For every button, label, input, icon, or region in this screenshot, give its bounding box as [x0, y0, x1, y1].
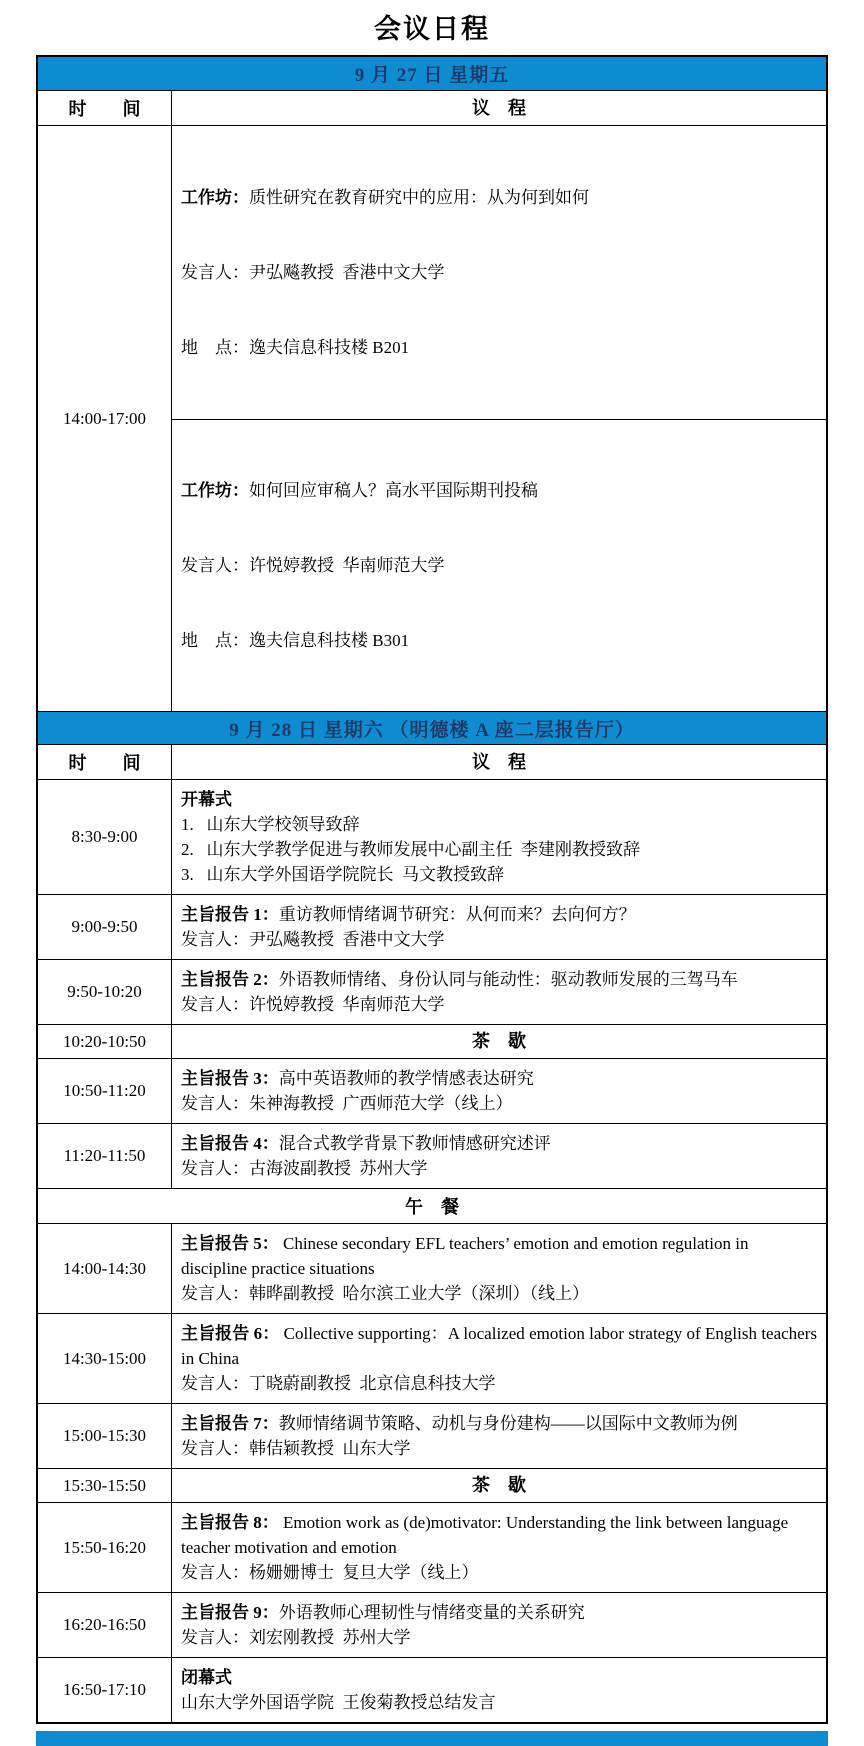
workshops-time: 14:00-17:00 [38, 126, 172, 711]
keynote-4-label: 主旨报告 4： [181, 1134, 279, 1153]
keynote-2-speaker: 发言人：许悦婷教授 华南师范大学 [181, 995, 445, 1014]
keynote-8-time: 15:50-16:20 [38, 1503, 172, 1592]
workshop-2-title: 如何回应审稿人？高水平国际期刊投稿 [249, 481, 538, 500]
workshop-1-title: 质性研究在教育研究中的应用：从为何到如何 [249, 188, 589, 207]
keynote-7-label: 主旨报告 7： [181, 1414, 279, 1433]
tea-break-1-row [38, 1024, 826, 1058]
keynote-6-title-line [181, 1321, 822, 1371]
workshop-2-title-line [181, 478, 817, 503]
keynote-1-cell [172, 895, 826, 959]
column-header-row-day2 [38, 744, 826, 779]
page-title: 会议日程 [374, 14, 490, 45]
opening-item-3: 3. 山东大学外国语学院院长 马文教授致辞 [181, 865, 504, 884]
keynote-1-row [38, 894, 826, 959]
keynote-5-title-line [181, 1231, 817, 1281]
keynote-3-row [38, 1058, 826, 1123]
workshop-1-label: 工作坊： [181, 188, 249, 207]
keynote-7-title-line [181, 1411, 817, 1436]
keynote-4-row [38, 1123, 826, 1188]
agenda-column-header-2: 议 程 [472, 751, 526, 772]
keynote-3-time: 10:50-11:20 [38, 1059, 172, 1123]
keynote-7-speaker: 发言人：韩佶颖教授 山东大学 [181, 1439, 411, 1458]
closing-cell [172, 1658, 826, 1722]
keynote-9-speaker: 发言人：刘宏刚教授 苏州大学 [181, 1628, 411, 1647]
time-column-header: 时 间 [38, 91, 172, 125]
keynote-4-title: 混合式教学背景下教师情感研究述评 [278, 1134, 551, 1153]
keynote-6-time: 14:30-15:00 [38, 1314, 172, 1403]
keynote-6-title: Collective supporting：A localized emotion labor strategy of English teachers in China [181, 1324, 822, 1368]
keynote-6-speaker: 发言人：丁晓蔚副教授 北京信息科技大学 [181, 1374, 496, 1393]
workshop-1-title-line [181, 185, 817, 210]
keynote-3-cell [172, 1059, 826, 1123]
opening-ceremony-row [38, 779, 826, 894]
keynote-4-title-line [181, 1131, 817, 1156]
tea-break-1-label: 茶 歇 [472, 1031, 526, 1051]
opening-time: 8:30-9:00 [38, 780, 172, 894]
keynote-8-title: Emotion work as (de)motivator: Understanding the link between language teacher motivation and emotion [181, 1513, 793, 1557]
workshops-cell [172, 126, 826, 711]
closing-time: 16:50-17:10 [38, 1658, 172, 1722]
keynote-9-title-line [181, 1600, 817, 1625]
agenda-column-header: 议 程 [472, 97, 526, 118]
keynote-5-title: Chinese secondary EFL teachers’ emotion and emotion regulation in discipline practice situations [181, 1234, 753, 1278]
keynote-3-title-line [181, 1066, 817, 1091]
workshop-1-speaker: 发言人：尹弘飚教授 香港中文大学 [181, 263, 445, 282]
keynote-1-time: 9:00-9:50 [38, 895, 172, 959]
keynote-7-title: 教师情绪调节策略、动机与身份建构——以国际中文教师为例 [278, 1414, 738, 1433]
closing-line: 山东大学外国语学院 王俊菊教授总结发言 [181, 1693, 496, 1712]
tea-break-2-label: 茶 歇 [472, 1475, 526, 1495]
day1-section-header [38, 57, 826, 90]
keynote-5-time: 14:00-14:30 [38, 1224, 172, 1313]
keynote-5-cell [172, 1224, 826, 1313]
keynote-9-label: 主旨报告 9： [181, 1603, 279, 1622]
keynote-8-label: 主旨报告 8： [181, 1513, 279, 1532]
workshop-2-label: 工作坊： [181, 481, 249, 500]
agenda-table [36, 55, 828, 1724]
keynote-8-speaker: 发言人：杨姗姗博士 复旦大学（线上） [181, 1563, 479, 1582]
keynote-2-label: 主旨报告 2： [181, 970, 279, 989]
next-section-bar-cutoff [36, 1731, 828, 1746]
keynote-7-cell [172, 1404, 826, 1468]
keynote-6-label: 主旨报告 6： [181, 1324, 280, 1343]
keynote-8-cell [172, 1503, 826, 1592]
opening-label: 开幕式 [181, 790, 232, 809]
day1-section-header-label: 9 月 27 日 星期五 [354, 65, 510, 86]
opening-item-2: 2. 山东大学教学促进与教师发展中心副主任 李建刚教授致辞 [181, 840, 640, 859]
column-header-row-day1 [38, 90, 826, 125]
keynote-8-row [38, 1502, 826, 1592]
keynote-5-speaker: 发言人：韩晔副教授 哈尔滨工业大学（深圳）（线上） [181, 1284, 589, 1303]
keynote-1-speaker: 发言人：尹弘飚教授 香港中文大学 [181, 930, 445, 949]
keynote-2-title-line [181, 967, 817, 992]
workshop-2 [172, 419, 826, 711]
keynote-3-title: 高中英语教师的教学情感表达研究 [278, 1069, 534, 1088]
closing-label: 闭幕式 [181, 1668, 232, 1687]
day2-section-header [38, 711, 826, 744]
keynote-4-time: 11:20-11:50 [38, 1124, 172, 1188]
keynote-1-title: 重访教师情绪调节研究：从何而来？去向何方？ [278, 905, 636, 924]
keynote-3-label: 主旨报告 3： [181, 1069, 279, 1088]
keynote-3-speaker: 发言人：朱神海教授 广西师范大学（线上） [181, 1094, 513, 1113]
keynote-8-title-line [181, 1510, 817, 1560]
keynote-2-row [38, 959, 826, 1024]
keynote-9-row [38, 1592, 826, 1657]
keynote-1-label: 主旨报告 1： [181, 905, 279, 924]
keynote-2-time: 9:50-10:20 [38, 960, 172, 1024]
keynote-7-row [38, 1403, 826, 1468]
keynote-6-row [38, 1313, 826, 1403]
tea-break-2-row [38, 1468, 826, 1502]
keynote-9-time: 16:20-16:50 [38, 1593, 172, 1657]
keynote-9-cell [172, 1593, 826, 1657]
keynote-1-title-line [181, 902, 817, 927]
keynote-6-cell [172, 1314, 826, 1403]
keynote-2-title: 外语教师情绪、身份认同与能动性：驱动教师发展的三驾马车 [278, 970, 738, 989]
keynote-2-cell [172, 960, 826, 1024]
opening-item-1: 1. 山东大学校领导致辞 [181, 815, 360, 834]
keynote-7-time: 15:00-15:30 [38, 1404, 172, 1468]
workshop-2-location: 地 点：逸夫信息科技楼 B301 [181, 631, 410, 650]
lunch-row: 午 餐 [38, 1188, 826, 1223]
workshop-1 [181, 126, 817, 419]
tea-break-2-time: 15:30-15:50 [38, 1469, 172, 1502]
keynote-9-title: 外语教师心理韧性与情绪变量的关系研究 [278, 1603, 585, 1622]
keynote-5-row [38, 1223, 826, 1313]
keynote-4-speaker: 发言人：古海波副教授 苏州大学 [181, 1159, 428, 1178]
workshops-row [38, 125, 826, 711]
day2-section-header-label: 9 月 28 日 星期六 （明德楼 A 座二层报告厅） [229, 719, 635, 741]
keynote-5-label: 主旨报告 5： [181, 1234, 279, 1253]
keynote-4-cell [172, 1124, 826, 1188]
tea-break-1-time: 10:20-10:50 [38, 1025, 172, 1058]
time-column-header-2: 时 间 [38, 745, 172, 779]
closing-ceremony-row [38, 1657, 826, 1722]
opening-cell [172, 780, 826, 894]
workshop-1-location: 地 点：逸夫信息科技楼 B201 [181, 338, 410, 357]
workshop-2-speaker: 发言人：许悦婷教授 华南师范大学 [181, 556, 445, 575]
